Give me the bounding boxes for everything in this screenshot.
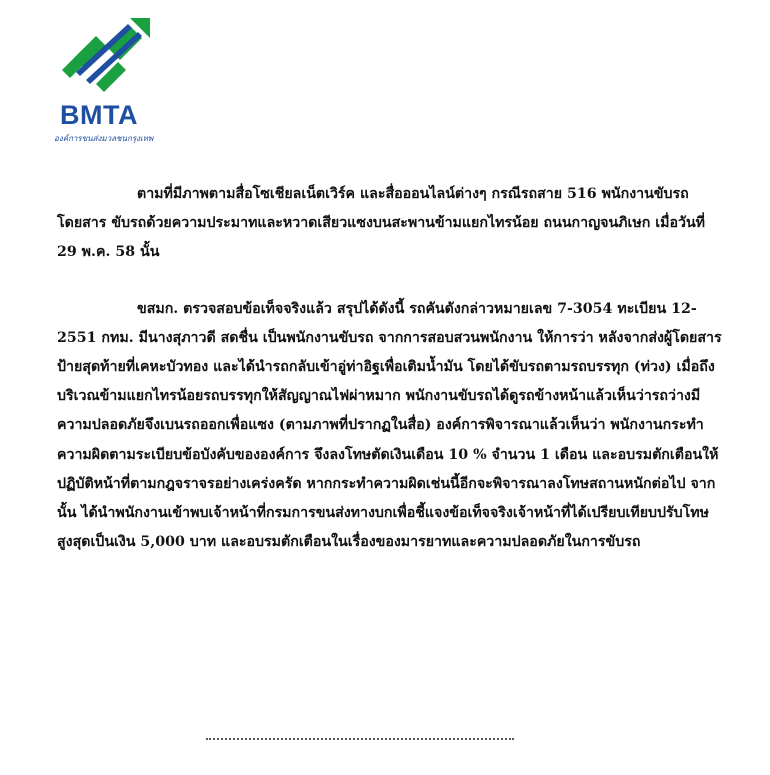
paragraph-findings: ขสมก. ตรวจสอบข้อเท็จจริงแล้ว สรุปได้ดังนี้ รถคันดังกล่าวหมายเลข 7-3054 ทะเบียน 12-2551 กทม. มีนางสุภาวดี สดชื่น เป็นพนักงานขับรถ จากการสอบสวนพนักงาน ให้การว่า หลังจากส่งผู้โดยสารป้ายสุดท้ายที่เคหะบัวทอง และได้นำรถกลับเข้าอู่ท่าอิฐเพื่อเติมน้ำมัน โดยได้ขับรถตามรถบรรทุก (ท่วง) เมื่อถึงบริเวณข้ามแยกไทรน้อยรถบรรทุกให้สัญญาณไฟผ่าหมาก พนักงานขับรถได้ดูรถข้างหน้าแล้วเห็นว่ารถว่างมีความปลอดภัยจึงเบนรถออกเพื่อแซง (ตามภาพที่ปรากฏในสื่อ) องค์การพิจารณาแล้วเห็นว่า พนักงานกระทำความผิดตามระเบียบข้อบังคับขององค์การ จึงลงโทษตัดเงินเดือน 10 % จำนวน 1 เดือน และอบรมตักเตือนให้ปฏิบัติหน้าที่ตามกฎจราจรอย่างเคร่งครัด หากกระทำความผิดเช่นนี้อีกจะพิจารณาลงโทษสถานหนักต่อไป จากนั้น ได้นำพนักงานเข้าพบเจ้าหน้าที่กรมการขนส่งทางบกเพื่อชี้แจงข้อเท็จจริงเจ้าหน้าที่ได้เปรียบเทียบปรับโทษสูงสุดเป็นเงิน 5,000 บาท และอบรมตักเตือนในเรื่องของมารยาทและความปลอดภัยในการขับรถ	[57, 300, 722, 551]
announcement-body	[57, 180, 729, 557]
bmta-emblem-icon	[56, 14, 160, 98]
logo-wordmark: BMTA	[60, 100, 138, 130]
logo-subtitle: องค์การขนส่งมวลชนกรุงเทพ	[54, 134, 154, 143]
bmta-logo	[52, 14, 172, 142]
paragraph-incident: ตามที่มีภาพตามสื่อโซเชียลเน็ตเวิร์ค และสื่อออนไลน์ต่างๆ กรณีรถสาย 516 พนักงานขับรถโดยสาร ขับรถด้วยความประมาทและหวาดเสียวแซงบนสะพานข้ามแยกไทรน้อย ถนนกาญจนภิเษก เมื่อวันที่ 29 พ.ค. 58 นั้น	[57, 186, 705, 261]
dotted-divider	[206, 738, 514, 740]
